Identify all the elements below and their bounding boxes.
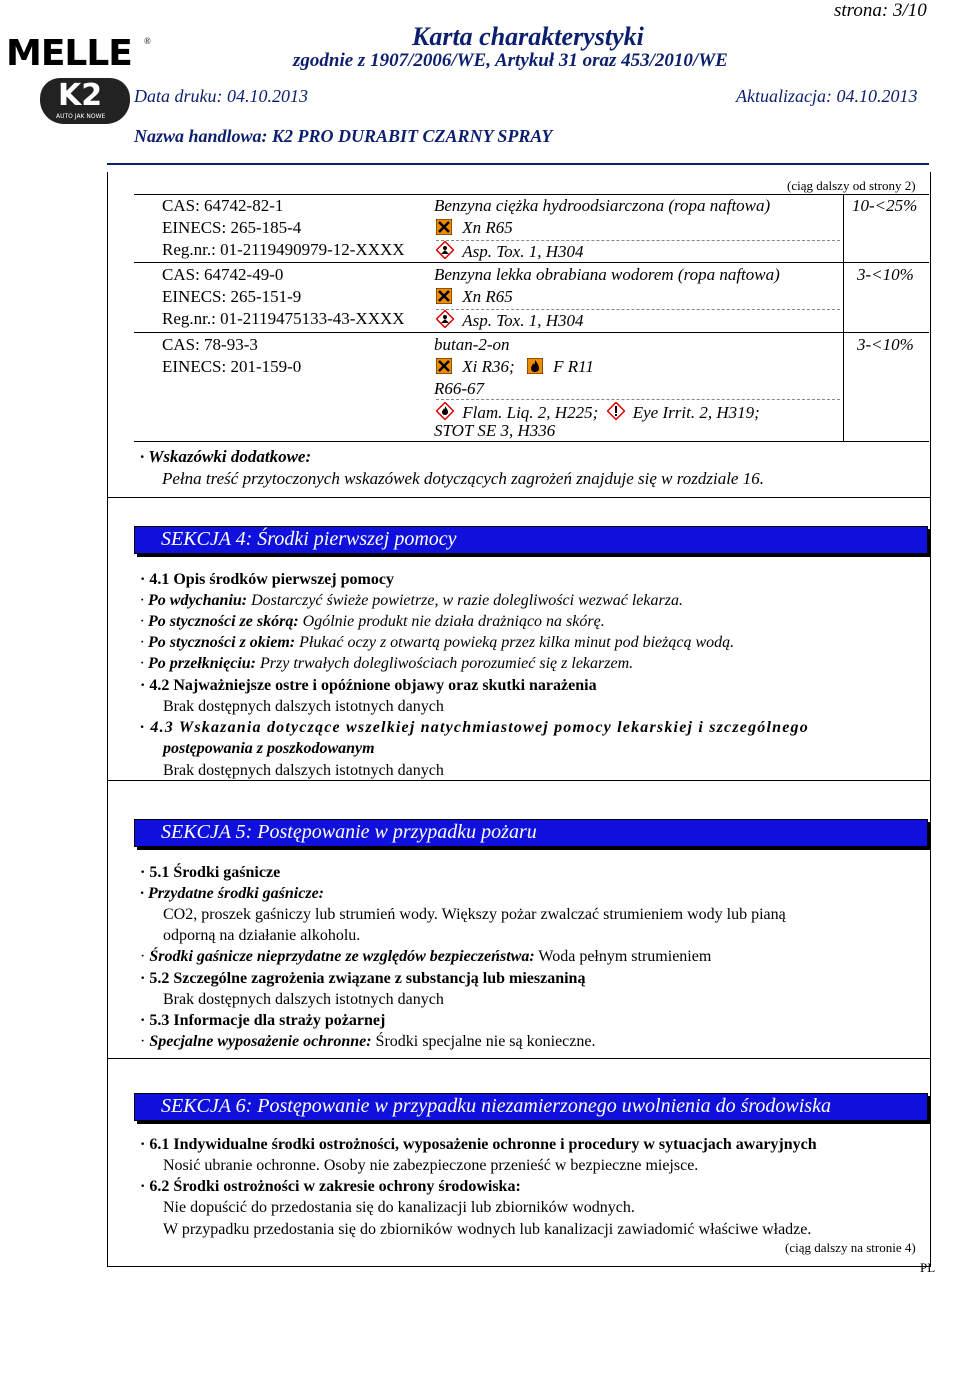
s6-h62: · 6.2 Środki ostrożności w zakresie ochrony środowiska: bbox=[140, 1178, 521, 1195]
s4-no-data-2: Brak dostępnych dalszych istotnych danych bbox=[163, 762, 444, 779]
s4-eye: · Po styczności z okiem: Płukać oczy z otwartą powieką przez kilka minut pod bieżącą wodą. bbox=[140, 634, 735, 651]
s6-t61: Nosić ubranie ochronne. Osoby nie zabezpieczone przenieść w bezpieczne miejsce. bbox=[163, 1157, 699, 1174]
additional-label: · Wskazówki dodatkowe: bbox=[140, 447, 312, 466]
comp1-conc: 10-<25% bbox=[852, 196, 918, 215]
comp1-class2: Asp. Tox. 1, H304 bbox=[436, 241, 583, 262]
language-code: PL bbox=[920, 1260, 936, 1275]
comp1-name: Benzyna ciężka hydroodsiarczona (ropa naftowa) bbox=[434, 196, 771, 215]
comp3-clp: Flam. Liq. 2, H225; Eye Irrit. 2, H319; bbox=[436, 402, 760, 423]
s5-h53: · 5.3 Informacje dla straży pożarnej bbox=[140, 1012, 386, 1029]
document-title: Karta charakterystyki bbox=[412, 22, 644, 51]
s5-no-data: Brak dostępnych dalszych istotnych danych bbox=[163, 991, 444, 1008]
comp1-einecs: EINECS: 265-185-4 bbox=[162, 218, 302, 237]
s4-h43a: · 4.3 Wskazania dotyczące wszelkiej natychmiastowej pomocy lekarskiej i szczególnego bbox=[140, 719, 809, 736]
s4-inhalation: · Po wdychaniu: Dostarczyć świeże powietrze, w razie dolegliwości wezwać lekarza. bbox=[140, 592, 683, 609]
comp2-name: Benzyna lekka obrabiana wodorem (ropa naftowa) bbox=[434, 265, 780, 284]
comp2-class1: Xn R65 bbox=[436, 287, 513, 307]
s6-t62a: Nie dopuścić do przedostania się do kanalizacji lub zbiorników wodnych. bbox=[163, 1199, 635, 1216]
continued-to: (ciąg dalszy na stronie 4) bbox=[785, 1240, 916, 1255]
continued-from: (ciąg dalszy od strony 2) bbox=[787, 178, 916, 193]
harmful-x-icon bbox=[436, 288, 452, 304]
print-date: Data druku: 04.10.2013 bbox=[134, 86, 308, 106]
harmful-x-icon bbox=[436, 219, 452, 235]
comp3-class-xi-f: Xi R36; F R11 bbox=[436, 357, 594, 377]
comp3-einecs: EINECS: 201-159-0 bbox=[162, 357, 302, 376]
exclamation-icon bbox=[607, 402, 623, 418]
header-rule bbox=[107, 163, 929, 165]
comp2-conc: 3-<10% bbox=[857, 265, 914, 284]
flame-icon bbox=[527, 358, 543, 374]
additional-text: Pełna treść przytoczonych wskazówek dotyczących zagrożeń znajduje się w rozdziale 16. bbox=[162, 469, 764, 488]
flammable-icon bbox=[436, 402, 452, 418]
comp3-cas: CAS: 78-93-3 bbox=[162, 335, 258, 354]
page-number: strona: 3/10 bbox=[834, 0, 927, 21]
comp3-r-phrases: R66-67 bbox=[434, 379, 485, 398]
health-hazard-icon bbox=[436, 310, 452, 326]
melle-k2-logo: MELLE ® K2 AUTO JAK NOWE bbox=[6, 36, 152, 126]
s4-skin: · Po styczności ze skórą: Ogólnie produkt nie działa drażniąco na skórę. bbox=[140, 613, 605, 630]
section6-header: SEKCJA 6: Postępowanie w przypadku niezamierzonego uwolnienia do środowiska bbox=[134, 1093, 928, 1121]
s4-swallow: · Po przełknięciu: Przy trwałych dolegliwościach porozumieć się z lekarzem. bbox=[140, 655, 634, 672]
section5-header: SEKCJA 5: Postępowanie w przypadku pożaru bbox=[134, 819, 928, 847]
health-hazard-icon bbox=[436, 241, 452, 257]
irritant-x-icon bbox=[436, 358, 452, 374]
comp2-cas: CAS: 64742-49-0 bbox=[162, 265, 284, 284]
comp2-reg: Reg.nr.: 01-2119475133-43-XXXX bbox=[162, 309, 405, 328]
s5-ppe: · Specjalne wyposażenie ochronne: Środki specjalne nie są konieczne. bbox=[140, 1033, 596, 1050]
s6-t62b: W przypadku przedostania się do zbiorników wodnych lub kanalizacji zawiadomić właściwe władze. bbox=[163, 1221, 812, 1238]
update-date: Aktualizacja: 04.10.2013 bbox=[736, 86, 918, 106]
comp1-reg: Reg.nr.: 01-2119490979-12-XXXX bbox=[162, 240, 405, 259]
s5-h51: · 5.1 Środki gaśnicze bbox=[140, 864, 281, 881]
comp3-name: butan-2-on bbox=[434, 335, 510, 354]
s5-suitable-text1: CO2, proszek gaśniczy lub strumień wody. Większy pożar zwalczać strumieniem wody lub pianą bbox=[163, 906, 786, 923]
s4-h42: · 4.2 Najważniejsze ostre i opóźnione objawy oraz skutki narażenia bbox=[140, 677, 597, 694]
s4-h43b: postępowania z poszkodowanym bbox=[163, 740, 375, 757]
s4-h41: · 4.1 Opis środków pierwszej pomocy bbox=[140, 571, 394, 588]
s5-unsuitable: · Środki gaśnicze nieprzydatne ze względów bezpieczeństwa: Woda pełnym strumieniem bbox=[140, 948, 712, 965]
comp3-conc: 3-<10% bbox=[857, 335, 914, 354]
s5-suitable-text2: odporną na działanie alkoholu. bbox=[163, 927, 361, 944]
s6-h61: · 6.1 Indywidualne środki ostrożności, wyposażenie ochronne i procedury w sytuacjach awaryjnych bbox=[140, 1136, 817, 1153]
document-subtitle: zgodnie z 1907/2006/WE, Artykuł 31 oraz 453/2010/WE bbox=[293, 50, 728, 71]
comp2-class2: Asp. Tox. 1, H304 bbox=[436, 310, 583, 331]
section4-header: SEKCJA 4: Środki pierwszej pomocy bbox=[134, 526, 928, 554]
s5-h52: · 5.2 Szczególne zagrożenia związane z substancją lub mieszaniną bbox=[140, 970, 586, 987]
s4-no-data-1: Brak dostępnych dalszych istotnych danych bbox=[163, 698, 444, 715]
comp3-stot: STOT SE 3, H336 bbox=[434, 421, 556, 440]
trade-name: Nazwa handlowa: K2 PRO DURABIT CZARNY SPRAY bbox=[134, 126, 553, 146]
s5-suitable-label: · Przydatne środki gaśnicze: bbox=[140, 885, 324, 902]
comp1-class1: Xn R65 bbox=[436, 218, 513, 238]
comp1-cas: CAS: 64742-82-1 bbox=[162, 196, 284, 215]
comp2-einecs: EINECS: 265-151-9 bbox=[162, 287, 302, 306]
